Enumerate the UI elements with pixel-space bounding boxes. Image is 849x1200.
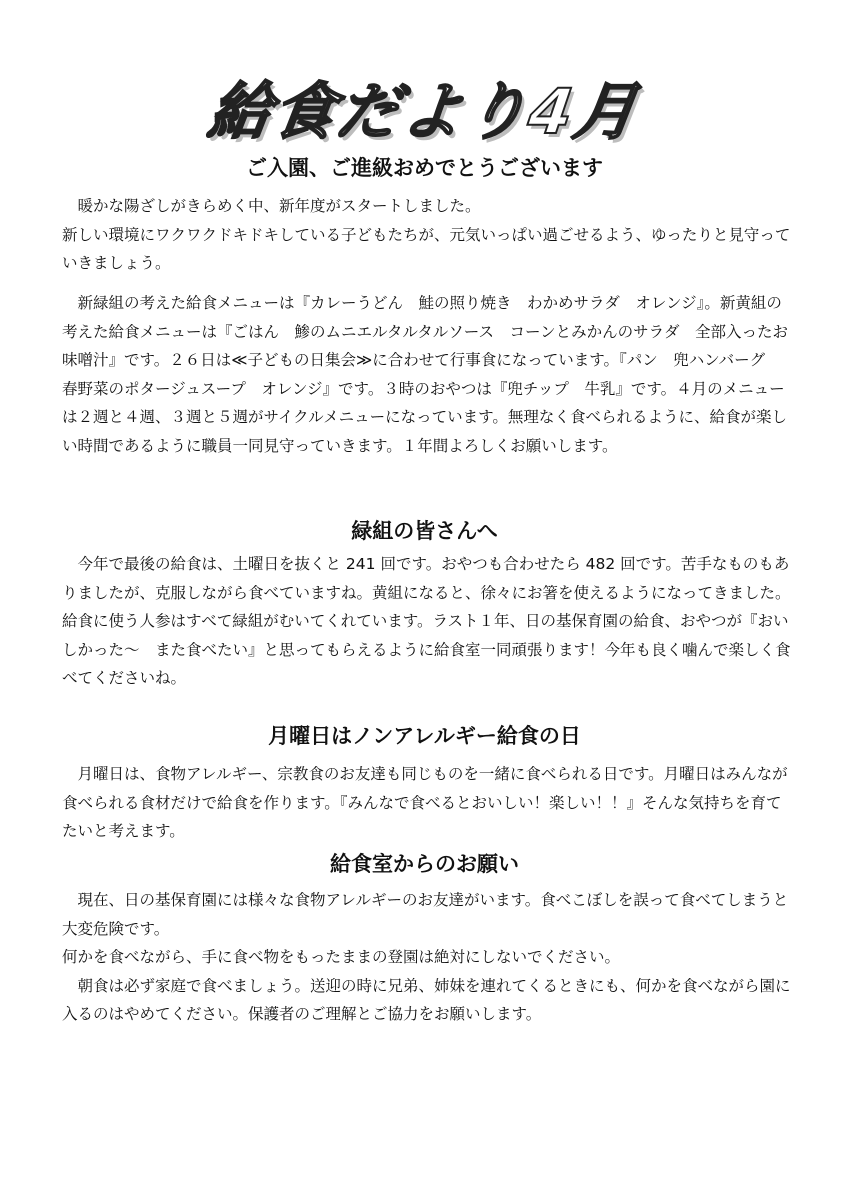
paragraph: 今年で最後の給食は、土曜日を抜くと 241 回です。おやつも合わせたら 482 回です。苦手なものもありましたが、克服しながら食べていますね。黄組になると、徐々にお箸を使えるようになってきました。給食に使う人参はすべて緑組がむいてくれています。ラスト１年、日の基保育園の給食、おやつが『おいしかった～ また食べたい』と思ってもらえるように給食室一同頑張ります！今年も良く噛んで楽しく食べてくださいね。 — [62, 555, 791, 687]
newsletter-title: 給食だより4月 — [204, 75, 644, 148]
section-body-non-allergy — [62, 760, 792, 846]
section-heading-request: 給食室からのお願い — [330, 852, 519, 876]
section-heading-non-allergy: 月曜日はノンアレルギー給食の日 — [268, 724, 581, 748]
paragraph: 現在、日の基保育園には様々な食物アレルギーのお友達がいます。食べこぼしを誤って食べてしまうと大変危険です。 — [62, 891, 789, 938]
section-body-green-class — [62, 550, 792, 693]
paragraph: 新緑組の考えた給食メニューは『カレーうどん 鮭の照り焼き わかめサラダ オレンジ』。新黄組の考えた給食メニューは『ごはん 鯵のムニエルタルタルソース コーンとみかんのサラダ 全部入ったお味噌汁』です。２６日は≪子どもの日集会≫に合わせて行事食になっています。『パン 兜ハンバーグ 春野菜のポタージュスープ オレンジ』です。３時のおやつは『兜チップ 牛乳』です。４月のメニューは２週と４週、３週と５週がサイクルメニューになっています。無理なく食べられるように、給食が楽しい時間であるように職員一同見守っていきます。１年間よろしくお願いします。 — [62, 294, 789, 455]
section-body-request — [62, 886, 792, 1029]
section-heading-green-class: 緑組の皆さんへ — [351, 519, 498, 543]
paragraph: 朝食は必ず家庭で食べましょう。送迎の時に兄弟、姉妹を連れてくるときにも、何かを食べながら園に入るのはやめてください。保護者のご理解とご協力をお願いします。 — [62, 976, 791, 1023]
paragraph: 新しい環境にワクワクドキドキしている子どもたちが、元気いっぱい過ごせるよう、ゆったりと見守っていきましょう。 — [62, 225, 791, 272]
paragraph: 何かを食べながら、手に食べ物をもったままの登園は絶対にしないでください。 — [62, 948, 621, 966]
paragraph: 月曜日は、食物アレルギー、宗教食のお友達も同じものを一緒に食べられる日です。月曜日はみんなが食べられる食材だけで給食を作ります。『みんなで食べるとおいしい！楽しい！！』そんな気持ちを育てたいと考えます。 — [62, 765, 788, 840]
section-heading-welcome: ご入園、ご進級おめでとうございます — [246, 156, 603, 180]
section-body-menu — [62, 289, 792, 460]
paragraph: 暖かな陽ざしがきらめく中、新年度がスタートしました。 — [77, 197, 481, 215]
section-body-welcome — [62, 192, 792, 278]
